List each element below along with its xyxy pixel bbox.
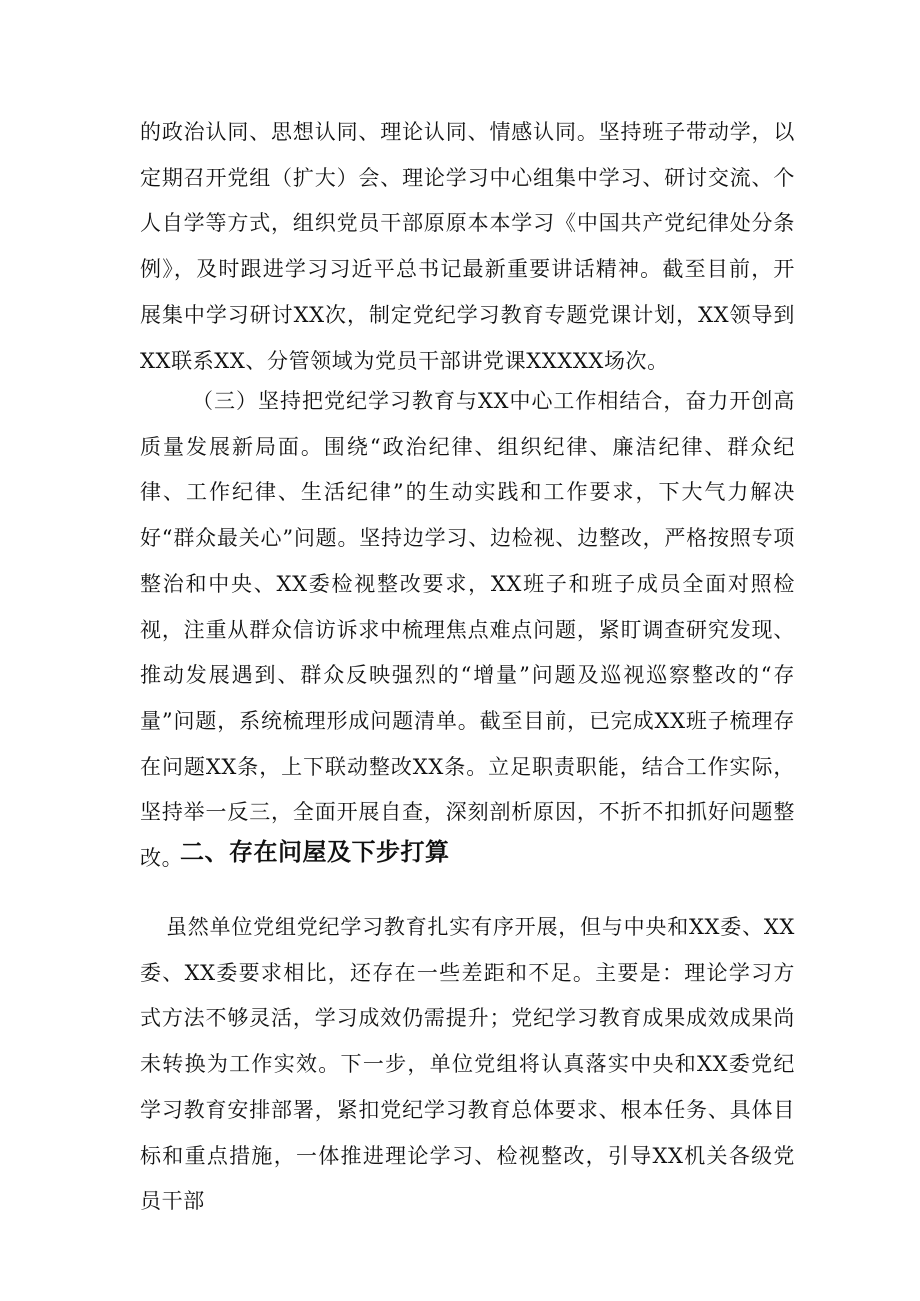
paragraph-continued: 的政治认同、思想认同、理论认同、情感认同。坚持班子带动学，以定期召开党组（扩大）会、理论学习中心组集中学习、研讨交流、个人自学等方式，组织党员干部原原本本学习《中国共产党纪律处分条例》，及时跟进学习习近平总书记最新重要讲话精神。截至目前，开展集中学习研讨XX次，制定党纪学习教育专题党课计划，XX领导到XX联系XX、分管领域为党员干部讲党课XXXXX场次。 <box>140 120 795 373</box>
paragraph-section-three: （三）坚持把党纪学习教育与XX中心工作相结合，奋力开创高质量发展新局面。围绕“政治纪律、组织纪律、廉洁纪律、群众纪律、工作纪律、生活纪律”的生动实践和工作要求，下大气力解决好“群众最关心”问题。坚持边学习、边检视、边整改，严格按照专项整治和中央、XX委检视整改要求，XX班子和班子成员全面对照检视，注重从群众信访诉求中梳理焦点难点问题，紧盯调查研究发现、推动发展遇到、群众反映强烈的“增量”问题及巡视巡察整改的“存量”问题，系统梳理形成问题清单。截至目前，已完成XX班子梳理存在问题XX条，上下联动整改XX条。立足职责职能，结合工作实际，坚持举一反三，全面开展自查，深刻剖析原因，不折不扣抓好问题整改。 <box>140 389 795 871</box>
paragraph-problems: 虽然单位党组党纪学习教育扎实有序开展，但与中央和XX委、XX委、XX委要求相比，还存在一些差距和不足。主要是：理论学习方式方法不够灵活，学习成效仍需提升；党纪学习教育成果成效成果尚未转换为工作实效。下一步，单位党组将认真落实中央和XX委党纪学习教育安排部署，紧扣党纪学习教育总体要求、根本任务、具体目标和重点措施，一体推进理论学习、检视整改，引导XX机关各级党员干部 <box>140 915 795 1214</box>
section-heading: 二、存在问屋及下步打算 <box>180 838 450 866</box>
